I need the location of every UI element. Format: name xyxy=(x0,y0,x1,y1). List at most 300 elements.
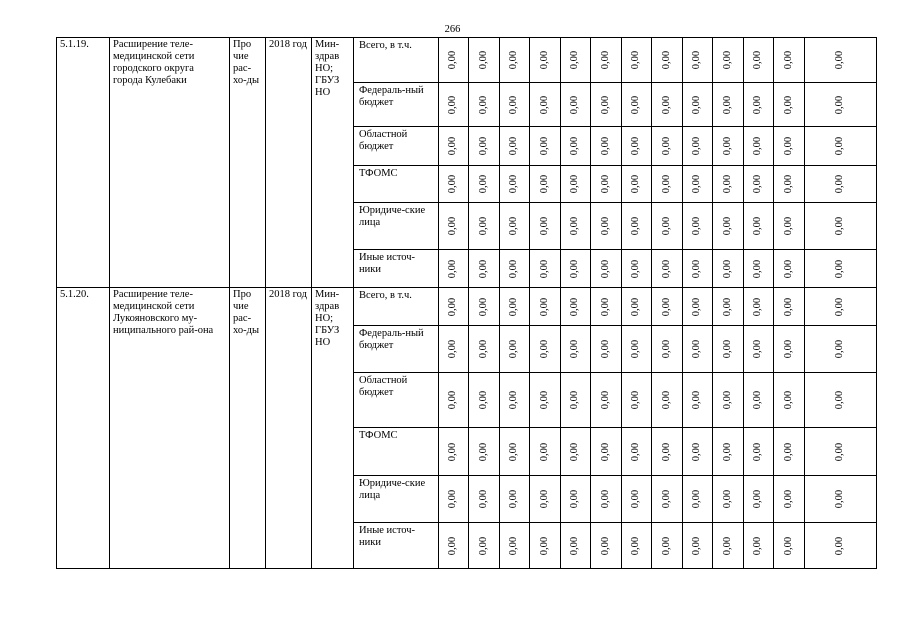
value-cell xyxy=(622,127,652,166)
value-cell xyxy=(713,203,744,250)
funding-source-label: ТФОМС xyxy=(354,166,439,203)
value-text: 0,00 xyxy=(630,136,642,156)
value-text: 0,00 xyxy=(834,259,846,278)
value-text: 0,00 xyxy=(722,259,733,278)
value-cell xyxy=(439,83,469,127)
value-cell xyxy=(439,523,469,569)
value-text: 0,00 xyxy=(539,259,550,278)
value-text: 0,00 xyxy=(661,339,672,359)
value-cell xyxy=(683,127,713,166)
value-text: 0,00 xyxy=(478,216,489,236)
value-cell xyxy=(469,288,500,326)
value-cell xyxy=(530,127,561,166)
value-text: 0,00 xyxy=(539,536,550,555)
value-cell xyxy=(622,373,652,428)
value-text: 0,00 xyxy=(661,216,672,236)
value-cell xyxy=(530,38,561,83)
value-text: 0,00 xyxy=(569,339,581,359)
value-text: 0,00 xyxy=(630,489,642,509)
value-cell xyxy=(805,428,877,476)
value-cell xyxy=(530,476,561,523)
measure-executor: Мин-здрав НО; ГБУЗ НО xyxy=(312,288,354,569)
value-text: 0,00 xyxy=(569,297,581,316)
value-text: 0,00 xyxy=(722,339,733,359)
value-cell xyxy=(530,523,561,569)
budget-table xyxy=(56,37,877,569)
value-cell xyxy=(591,476,622,523)
value-text: 0,00 xyxy=(722,95,733,114)
funding-source-label: Всего, в т.ч. xyxy=(354,288,439,326)
value-text: 0,00 xyxy=(478,50,489,70)
value-cell xyxy=(500,288,530,326)
value-text: 0,00 xyxy=(508,536,520,555)
value-cell xyxy=(652,428,683,476)
value-text: 0,00 xyxy=(722,136,733,156)
value-cell xyxy=(530,83,561,127)
value-text: 0,00 xyxy=(630,216,642,236)
value-cell xyxy=(439,428,469,476)
funding-source-label: Областной бюджет xyxy=(354,127,439,166)
value-cell xyxy=(561,428,591,476)
value-cell xyxy=(530,250,561,288)
value-text: 0,00 xyxy=(447,174,459,194)
value-cell xyxy=(469,476,500,523)
value-cell xyxy=(652,83,683,127)
value-text: 0,00 xyxy=(569,50,581,70)
expense-type: Про чие рас-хо-ды xyxy=(230,38,266,288)
value-cell xyxy=(805,203,877,250)
value-text: 0,00 xyxy=(600,339,611,359)
value-text: 0,00 xyxy=(783,390,794,410)
funding-source-label: Юридиче-ские лица xyxy=(354,203,439,250)
value-cell xyxy=(622,476,652,523)
value-cell xyxy=(774,373,805,428)
value-cell xyxy=(500,38,530,83)
value-text: 0,00 xyxy=(569,536,581,555)
value-text: 0,00 xyxy=(630,297,642,316)
value-text: 0,00 xyxy=(752,390,764,410)
value-cell xyxy=(591,288,622,326)
value-cell xyxy=(530,428,561,476)
value-cell xyxy=(683,166,713,203)
table-row xyxy=(57,38,877,83)
measure-year: 2018 год xyxy=(266,38,312,288)
value-text: 0,00 xyxy=(661,174,672,194)
value-cell xyxy=(591,203,622,250)
value-text: 0,00 xyxy=(630,390,642,410)
value-cell xyxy=(469,523,500,569)
funding-source-label: Областной бюджет xyxy=(354,373,439,428)
value-cell xyxy=(652,288,683,326)
value-text: 0,00 xyxy=(691,95,703,114)
value-cell xyxy=(591,428,622,476)
value-cell xyxy=(561,326,591,373)
value-cell xyxy=(683,250,713,288)
value-text: 0,00 xyxy=(783,216,794,236)
value-cell xyxy=(774,523,805,569)
value-text: 0,00 xyxy=(447,339,459,359)
value-text: 0,00 xyxy=(447,536,459,555)
value-text: 0,00 xyxy=(722,216,733,236)
value-cell xyxy=(652,523,683,569)
measure-name: Расширение теле-медицинской сети Лукояновского му-ниципального рай-она xyxy=(110,288,230,569)
value-text: 0,00 xyxy=(752,174,764,194)
value-text: 0,00 xyxy=(447,259,459,278)
value-cell xyxy=(805,373,877,428)
value-text: 0,00 xyxy=(569,489,581,509)
value-text: 0,00 xyxy=(600,489,611,509)
value-text: 0,00 xyxy=(834,536,846,555)
value-cell xyxy=(805,326,877,373)
measure-name: Расширение теле-медицинской сети городского округа города Кулебаки xyxy=(110,38,230,288)
value-text: 0,00 xyxy=(600,50,611,70)
value-cell xyxy=(652,203,683,250)
value-cell xyxy=(622,288,652,326)
value-text: 0,00 xyxy=(752,216,764,236)
value-text: 0,00 xyxy=(539,339,550,359)
value-cell xyxy=(683,38,713,83)
value-text: 0,00 xyxy=(600,174,611,194)
value-cell xyxy=(744,250,774,288)
value-cell xyxy=(683,523,713,569)
value-text: 0,00 xyxy=(447,50,459,70)
value-text: 0,00 xyxy=(834,136,846,156)
value-cell xyxy=(530,166,561,203)
expense-type: Про чие рас-хо-ды xyxy=(230,288,266,569)
value-cell xyxy=(683,428,713,476)
value-cell xyxy=(713,127,744,166)
value-cell xyxy=(530,203,561,250)
value-text: 0,00 xyxy=(722,489,733,509)
value-text: 0,00 xyxy=(539,95,550,114)
value-text: 0,00 xyxy=(752,489,764,509)
value-cell xyxy=(622,326,652,373)
value-cell xyxy=(744,428,774,476)
value-cell xyxy=(713,428,744,476)
value-text: 0,00 xyxy=(478,339,489,359)
value-text: 0,00 xyxy=(630,536,642,555)
value-cell xyxy=(774,38,805,83)
value-text: 0,00 xyxy=(508,339,520,359)
value-text: 0,00 xyxy=(569,442,581,461)
value-cell xyxy=(561,127,591,166)
value-cell xyxy=(805,250,877,288)
value-cell xyxy=(683,288,713,326)
value-cell xyxy=(622,203,652,250)
value-cell xyxy=(805,166,877,203)
value-text: 0,00 xyxy=(478,259,489,278)
value-cell xyxy=(469,38,500,83)
value-text: 0,00 xyxy=(783,95,794,114)
value-cell xyxy=(805,288,877,326)
value-text: 0,00 xyxy=(661,259,672,278)
page-number: 266 xyxy=(444,24,461,35)
value-text: 0,00 xyxy=(600,216,611,236)
value-text: 0,00 xyxy=(508,390,520,410)
value-cell xyxy=(622,166,652,203)
value-text: 0,00 xyxy=(630,95,642,114)
value-cell xyxy=(744,373,774,428)
value-text: 0,00 xyxy=(600,297,611,316)
value-cell xyxy=(591,38,622,83)
value-cell xyxy=(591,523,622,569)
value-text: 0,00 xyxy=(539,390,550,410)
value-cell xyxy=(591,166,622,203)
value-cell xyxy=(561,476,591,523)
value-cell xyxy=(439,203,469,250)
value-text: 0,00 xyxy=(539,174,550,194)
value-text: 0,00 xyxy=(722,536,733,555)
value-cell xyxy=(744,326,774,373)
value-cell xyxy=(469,250,500,288)
value-text: 0,00 xyxy=(508,216,520,236)
value-cell xyxy=(561,203,591,250)
value-cell xyxy=(500,326,530,373)
value-text: 0,00 xyxy=(630,174,642,194)
value-cell xyxy=(652,326,683,373)
value-cell xyxy=(805,38,877,83)
value-text: 0,00 xyxy=(569,136,581,156)
value-text: 0,00 xyxy=(722,297,733,316)
value-cell xyxy=(622,250,652,288)
value-cell xyxy=(805,523,877,569)
value-cell xyxy=(500,127,530,166)
value-text: 0,00 xyxy=(722,390,733,410)
value-text: 0,00 xyxy=(539,442,550,461)
value-text: 0,00 xyxy=(600,136,611,156)
value-text: 0,00 xyxy=(569,174,581,194)
value-cell xyxy=(774,250,805,288)
value-text: 0,00 xyxy=(539,489,550,509)
value-text: 0,00 xyxy=(752,50,764,70)
value-text: 0,00 xyxy=(508,259,520,278)
value-text: 0,00 xyxy=(783,259,794,278)
value-text: 0,00 xyxy=(447,297,459,316)
value-cell xyxy=(500,250,530,288)
funding-source-label: Всего, в т.ч. xyxy=(354,38,439,83)
value-cell xyxy=(774,166,805,203)
value-cell xyxy=(774,428,805,476)
value-cell xyxy=(713,326,744,373)
value-text: 0,00 xyxy=(630,442,642,461)
value-text: 0,00 xyxy=(783,174,794,194)
value-cell xyxy=(561,523,591,569)
value-cell xyxy=(469,166,500,203)
value-cell xyxy=(591,127,622,166)
value-text: 0,00 xyxy=(834,50,846,70)
value-cell xyxy=(683,203,713,250)
value-text: 0,00 xyxy=(752,259,764,278)
value-cell xyxy=(591,250,622,288)
value-cell xyxy=(561,166,591,203)
value-cell xyxy=(774,83,805,127)
value-cell xyxy=(469,127,500,166)
value-cell xyxy=(713,373,744,428)
value-text: 0,00 xyxy=(722,50,733,70)
value-cell xyxy=(469,83,500,127)
value-cell xyxy=(713,250,744,288)
value-cell xyxy=(439,326,469,373)
value-text: 0,00 xyxy=(834,216,846,236)
value-text: 0,00 xyxy=(752,95,764,114)
value-cell xyxy=(774,288,805,326)
value-text: 0,00 xyxy=(722,442,733,461)
value-cell xyxy=(439,127,469,166)
value-text: 0,00 xyxy=(478,95,489,114)
value-cell xyxy=(805,127,877,166)
value-cell xyxy=(652,38,683,83)
value-cell xyxy=(744,476,774,523)
value-cell xyxy=(713,166,744,203)
value-text: 0,00 xyxy=(447,390,459,410)
value-text: 0,00 xyxy=(691,536,703,555)
value-text: 0,00 xyxy=(508,297,520,316)
value-text: 0,00 xyxy=(783,339,794,359)
value-cell xyxy=(561,288,591,326)
value-text: 0,00 xyxy=(752,442,764,461)
value-cell xyxy=(744,523,774,569)
value-text: 0,00 xyxy=(600,390,611,410)
value-text: 0,00 xyxy=(508,174,520,194)
value-cell xyxy=(500,373,530,428)
value-cell xyxy=(469,428,500,476)
value-cell xyxy=(561,250,591,288)
value-text: 0,00 xyxy=(630,50,642,70)
funding-source-label: ТФОМС xyxy=(354,428,439,476)
value-text: 0,00 xyxy=(508,95,520,114)
value-text: 0,00 xyxy=(447,216,459,236)
value-text: 0,00 xyxy=(691,390,703,410)
value-text: 0,00 xyxy=(661,390,672,410)
value-text: 0,00 xyxy=(783,489,794,509)
value-cell xyxy=(439,373,469,428)
value-cell xyxy=(713,476,744,523)
measure-code: 5.1.19. xyxy=(57,38,110,288)
table-row xyxy=(57,288,877,326)
value-text: 0,00 xyxy=(783,297,794,316)
value-text: 0,00 xyxy=(447,489,459,509)
value-cell xyxy=(439,250,469,288)
value-text: 0,00 xyxy=(539,297,550,316)
value-text: 0,00 xyxy=(630,339,642,359)
value-cell xyxy=(713,523,744,569)
value-cell xyxy=(683,83,713,127)
value-cell xyxy=(774,476,805,523)
value-text: 0,00 xyxy=(447,136,459,156)
value-cell xyxy=(530,288,561,326)
value-text: 0,00 xyxy=(834,489,846,509)
value-cell xyxy=(469,373,500,428)
value-cell xyxy=(683,373,713,428)
value-text: 0,00 xyxy=(600,95,611,114)
value-text: 0,00 xyxy=(722,174,733,194)
value-cell xyxy=(439,288,469,326)
value-cell xyxy=(622,83,652,127)
value-cell xyxy=(439,166,469,203)
funding-source-label: Юридиче-ские лица xyxy=(354,476,439,523)
measure-year: 2018 год xyxy=(266,288,312,569)
value-text: 0,00 xyxy=(569,259,581,278)
value-text: 0,00 xyxy=(478,442,489,461)
value-text: 0,00 xyxy=(783,536,794,555)
value-text: 0,00 xyxy=(691,259,703,278)
value-text: 0,00 xyxy=(661,297,672,316)
value-text: 0,00 xyxy=(478,136,489,156)
value-cell xyxy=(500,476,530,523)
value-cell xyxy=(439,476,469,523)
value-text: 0,00 xyxy=(478,536,489,555)
value-text: 0,00 xyxy=(508,442,520,461)
value-text: 0,00 xyxy=(691,174,703,194)
value-text: 0,00 xyxy=(691,216,703,236)
value-cell xyxy=(591,83,622,127)
value-text: 0,00 xyxy=(661,536,672,555)
value-cell xyxy=(744,166,774,203)
measure-code: 5.1.20. xyxy=(57,288,110,569)
funding-source-label: Иные источ-ники xyxy=(354,523,439,569)
value-text: 0,00 xyxy=(783,136,794,156)
value-text: 0,00 xyxy=(834,297,846,316)
value-text: 0,00 xyxy=(569,390,581,410)
value-text: 0,00 xyxy=(834,95,846,114)
value-text: 0,00 xyxy=(478,297,489,316)
value-text: 0,00 xyxy=(783,442,794,461)
value-text: 0,00 xyxy=(539,136,550,156)
value-text: 0,00 xyxy=(783,50,794,70)
value-text: 0,00 xyxy=(661,136,672,156)
value-text: 0,00 xyxy=(447,95,459,114)
value-cell xyxy=(683,326,713,373)
value-cell xyxy=(500,83,530,127)
value-text: 0,00 xyxy=(752,297,764,316)
value-text: 0,00 xyxy=(834,174,846,194)
value-cell xyxy=(683,476,713,523)
value-cell xyxy=(500,523,530,569)
value-cell xyxy=(561,83,591,127)
value-cell xyxy=(805,476,877,523)
value-cell xyxy=(561,38,591,83)
value-text: 0,00 xyxy=(508,136,520,156)
value-cell xyxy=(805,83,877,127)
value-cell xyxy=(744,83,774,127)
value-cell xyxy=(774,127,805,166)
value-cell xyxy=(774,203,805,250)
value-cell xyxy=(652,127,683,166)
value-text: 0,00 xyxy=(569,95,581,114)
value-cell xyxy=(744,38,774,83)
value-text: 0,00 xyxy=(600,442,611,461)
value-text: 0,00 xyxy=(691,442,703,461)
value-cell xyxy=(591,326,622,373)
value-cell xyxy=(439,38,469,83)
value-text: 0,00 xyxy=(752,136,764,156)
funding-source-label: Федераль-ный бюджет xyxy=(354,326,439,373)
value-text: 0,00 xyxy=(508,489,520,509)
funding-source-label: Федераль-ный бюджет xyxy=(354,83,439,127)
value-text: 0,00 xyxy=(539,50,550,70)
value-cell xyxy=(469,326,500,373)
value-text: 0,00 xyxy=(691,297,703,316)
value-cell xyxy=(713,38,744,83)
value-text: 0,00 xyxy=(508,50,520,70)
value-text: 0,00 xyxy=(600,259,611,278)
value-text: 0,00 xyxy=(752,536,764,555)
value-text: 0,00 xyxy=(661,50,672,70)
value-cell xyxy=(591,373,622,428)
value-text: 0,00 xyxy=(691,339,703,359)
value-text: 0,00 xyxy=(661,442,672,461)
value-cell xyxy=(713,288,744,326)
